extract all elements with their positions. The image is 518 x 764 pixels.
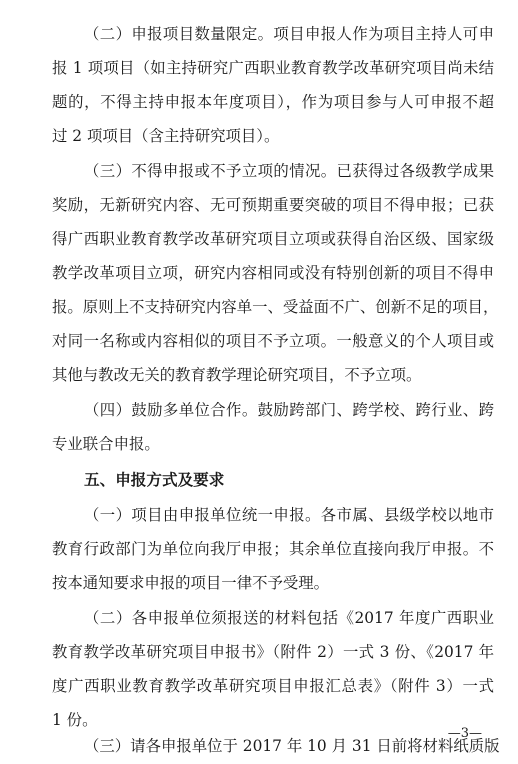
paragraph-line: 报。原则上不支持研究内容单一、受益面不广、创新不足的项目， <box>52 298 499 316</box>
paragraph-line: 教育教学改革研究项目申报书》（附件 2）一式 3 份、《2017 年 <box>52 643 494 661</box>
paragraph-line: 得广西职业教育教学改革研究项目立项或获得自治区级、国家级 <box>52 230 494 248</box>
paragraph-line: 对同一名称或内容相似的项目不予立项。一般意义的个人项目或 <box>52 332 494 350</box>
paragraph-line: 过 2 项项目（含主持研究项目）。 <box>52 127 280 145</box>
paragraph-line: 奖励，无新研究内容、无可预期重要突破的项目不得申报；已获 <box>52 196 494 214</box>
paragraph-line: 教育行政部门为单位向我厅申报；其余单位直接向我厅申报。不 <box>52 540 494 558</box>
paragraph-line: 按本通知要求申报的项目一律不予受理。 <box>52 574 330 592</box>
paragraph-line: （三）请各申报单位于 2017 年 10 月 31 日前将材料纸质版 <box>84 737 500 755</box>
paragraph-line: 教学改革项目立项，研究内容相同或没有特别创新的项目不得申 <box>52 264 494 282</box>
paragraph-line: 其他与教改无关的教育教学理论研究项目，不予立项。 <box>52 366 422 384</box>
paragraph-line: （一）项目由申报单位统一申报。各市属、县级学校以地市 <box>84 506 494 524</box>
paragraph-line: （三）不得申报或不予立项的情况。已获得过各级教学成果 <box>84 162 494 180</box>
paragraph-line: 1 份。 <box>52 711 98 729</box>
paragraph-line: （四）鼓励多单位合作。鼓励跨部门、跨学校、跨行业、跨 <box>84 401 494 419</box>
section-heading: 五、申报方式及要求 <box>84 471 225 489</box>
paragraph-line: 专业联合申报。 <box>52 435 160 453</box>
paragraph-line: 题的，不得主持申报本年度项目），作为项目参与人可申报不超 <box>52 93 494 111</box>
page-number: —3— <box>447 726 482 741</box>
paragraph-line: （二）各申报单位须报送的材料包括《2017 年度广西职业 <box>84 609 494 627</box>
paragraph-line: （二）申报项目数量限定。项目申报人作为项目主持人可申 <box>84 25 494 43</box>
paragraph-line: 度广西职业教育教学改革研究项目申报汇总表》（附件 3）一式 <box>52 677 494 695</box>
paragraph-line: 报 1 项项目（如主持研究广西职业教育教学改革研究项目尚未结 <box>52 59 494 77</box>
